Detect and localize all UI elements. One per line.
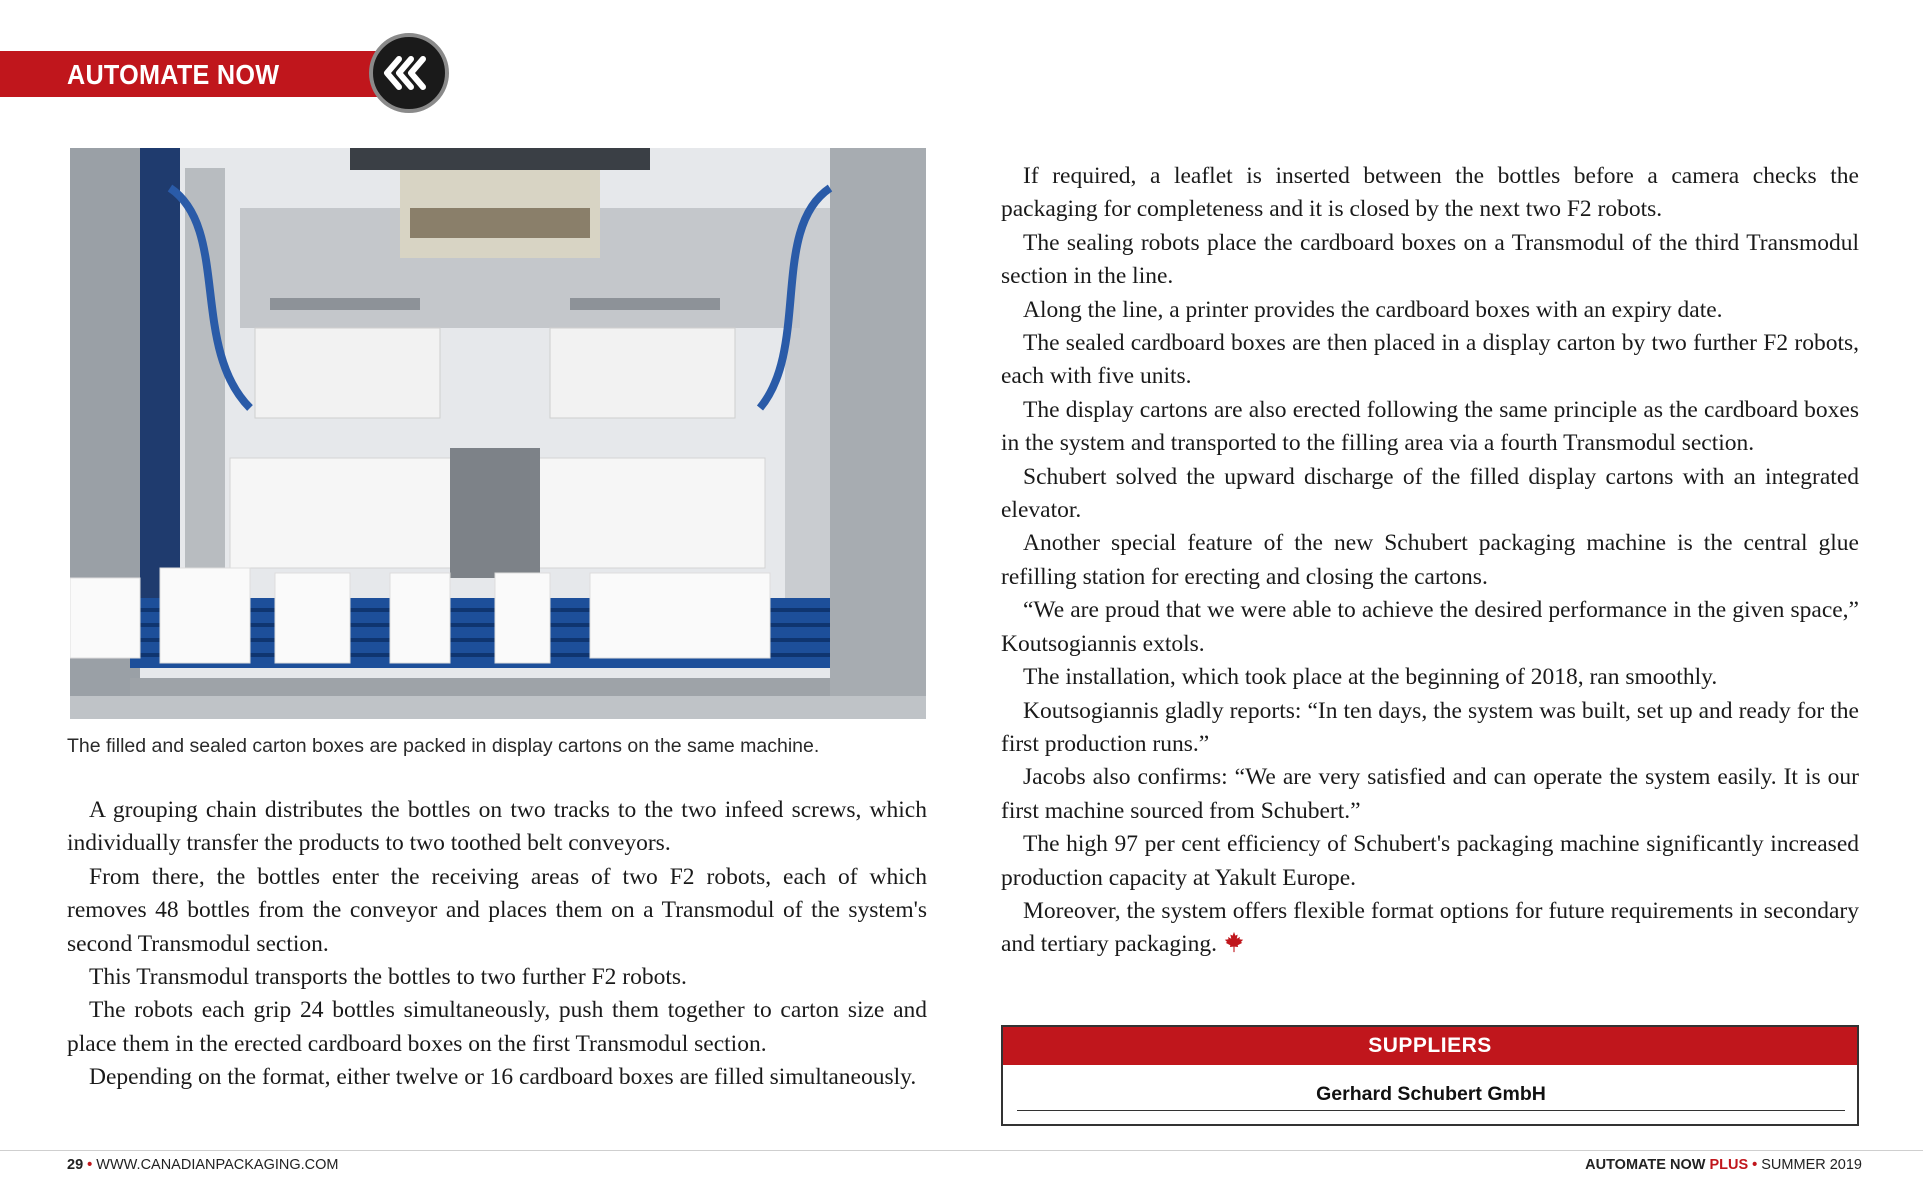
article-right-column [1001, 160, 1859, 962]
maple-leaf-icon [1223, 931, 1245, 953]
paragraph: The high 97 per cent efficiency of Schubert's packaging machine significantly increased production capacity at Yakult Europe. [1001, 831, 1859, 891]
photo-caption: The filled and sealed carton boxes are packed in display cartons on the same machine. [67, 735, 820, 757]
section-title: AUTOMATE NOW [67, 59, 280, 90]
paragraph: “We are proud that we were able to achieve the desired performance in the given space,” Koutsogiannis extols. [1001, 597, 1859, 657]
suppliers-box [1001, 1025, 1859, 1126]
article-left-column [67, 794, 927, 1095]
paragraph: If required, a leaflet is inserted between the bottles before a camera checks the packaging for completeness and it is closed by the next two F2 robots. [1001, 163, 1859, 223]
last-paragraph [1001, 895, 1859, 962]
paragraph: The display cartons are also erected following the same principle as the cardboard boxes in the system and transported to the filling area via a fourth Transmodul section. [1001, 396, 1859, 457]
footer-right [1585, 1157, 1862, 1173]
issue-date: SUMMER 2019 [1761, 1157, 1862, 1173]
supplier-name: Gerhard Schubert GmbH [1017, 1083, 1845, 1111]
paragraph: The sealing robots place the cardboard boxes on a Transmodul of the third Transmodul section in the line. [1001, 229, 1859, 290]
website-link[interactable]: WWW.CANADIANPACKAGING.COM [96, 1157, 339, 1173]
triple-chevron-left-icon [369, 33, 449, 113]
bullet-separator: • [87, 1157, 93, 1173]
paragraph: A grouping chain distributes the bottles on two tracks to the two infeed screws, which individually transfer the products to two toothed belt conveyors. [67, 797, 927, 857]
paragraph: Another special feature of the new Schubert packaging machine is the central glue refilling station for erecting and closing the cartons. [1001, 530, 1859, 590]
paragraph: This Transmodul transports the bottles to two further F2 robots. [89, 964, 687, 991]
paragraph: Schubert solved the upward discharge of the filled display cartons with an integrated elevator. [1001, 463, 1859, 524]
paragraph: Along the line, a printer provides the cardboard boxes with an expiry date. [1023, 296, 1723, 323]
paragraph: From there, the bottles enter the receiving areas of two F2 robots, each of which removes 48 bottles from the conveyor and places them on a Transmodul of the system's second Transmodul section. [67, 863, 927, 957]
paragraph-text: Moreover, the system offers flexible format options for future requirements in secondary and tertiary packaging. [1001, 897, 1859, 958]
footer-divider [0, 1150, 1923, 1151]
paragraph: Koutsogiannis gladly reports: “In ten days, the system was built, set up and ready for the first production runs.” [1001, 697, 1859, 757]
machine-photo [70, 148, 926, 719]
paragraph: Depending on the format, either twelve or 16 cardboard boxes are filled simultaneously. [89, 1064, 917, 1091]
paragraph: Jacobs also confirms: “We are very satisfied and can operate the system easily. It is our first machine sourced from Schubert.” [1001, 764, 1859, 824]
paragraph: The installation, which took place at the beginning of 2018, ran smoothly. [1023, 664, 1718, 691]
magazine-plus: PLUS [1709, 1157, 1749, 1173]
bullet-separator: • [1752, 1157, 1758, 1173]
footer-left [67, 1157, 339, 1173]
magazine-name: AUTOMATE NOW [1585, 1157, 1706, 1173]
paragraph: The robots each grip 24 bottles simultaneously, push them together to carton size and place them in the erected cardboard boxes on the first Transmodul section. [67, 997, 927, 1057]
paragraph: The sealed cardboard boxes are then placed in a display carton by two further F2 robots, each with five units. [1001, 330, 1859, 390]
suppliers-title: SUPPLIERS [1003, 1027, 1857, 1065]
page-number: 29 [67, 1157, 84, 1173]
